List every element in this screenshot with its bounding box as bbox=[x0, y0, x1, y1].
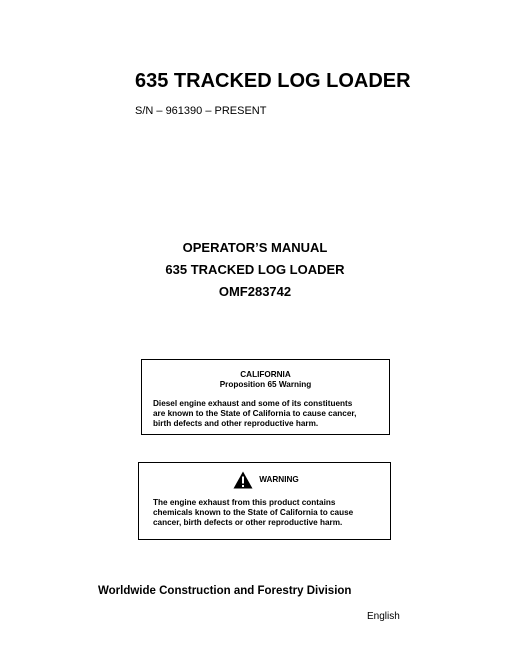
notice-line: cancer, birth defects or other reproductive harm. bbox=[153, 518, 343, 527]
engine-exhaust-warning-box bbox=[138, 462, 391, 540]
manual-number: OMF283742 bbox=[218, 284, 292, 299]
warning-notice-text bbox=[153, 498, 379, 528]
prop65-heading: Proposition 65 Warning bbox=[219, 380, 312, 389]
division-name: Worldwide Construction and Forestry Division bbox=[98, 585, 352, 597]
manual-model: 635 TRACKED LOG LOADER bbox=[165, 262, 345, 277]
notice-line: Diesel engine exhaust and some of its constituents bbox=[153, 399, 353, 408]
california-notice-text bbox=[153, 399, 378, 429]
notice-line: chemicals known to the State of California to cause bbox=[153, 508, 354, 517]
california-prop65-box bbox=[141, 359, 390, 435]
california-heading: CALIFORNIA bbox=[240, 370, 291, 379]
warning-heading: WARNING bbox=[259, 475, 299, 484]
notice-line: are known to the State of California to cause cancer, bbox=[153, 409, 357, 418]
manual-type: OPERATOR’S MANUAL bbox=[182, 240, 328, 255]
warning-header bbox=[153, 471, 379, 489]
serial-number-range: S/N – 961390 – PRESENT bbox=[135, 105, 267, 117]
notice-line: birth defects and other reproductive harm. bbox=[153, 419, 319, 428]
language-label: English bbox=[367, 611, 400, 622]
notice-line: The engine exhaust from this product contains bbox=[153, 498, 336, 507]
document-title: 635 TRACKED LOG LOADER bbox=[135, 70, 411, 92]
warning-triangle-icon bbox=[233, 471, 253, 489]
